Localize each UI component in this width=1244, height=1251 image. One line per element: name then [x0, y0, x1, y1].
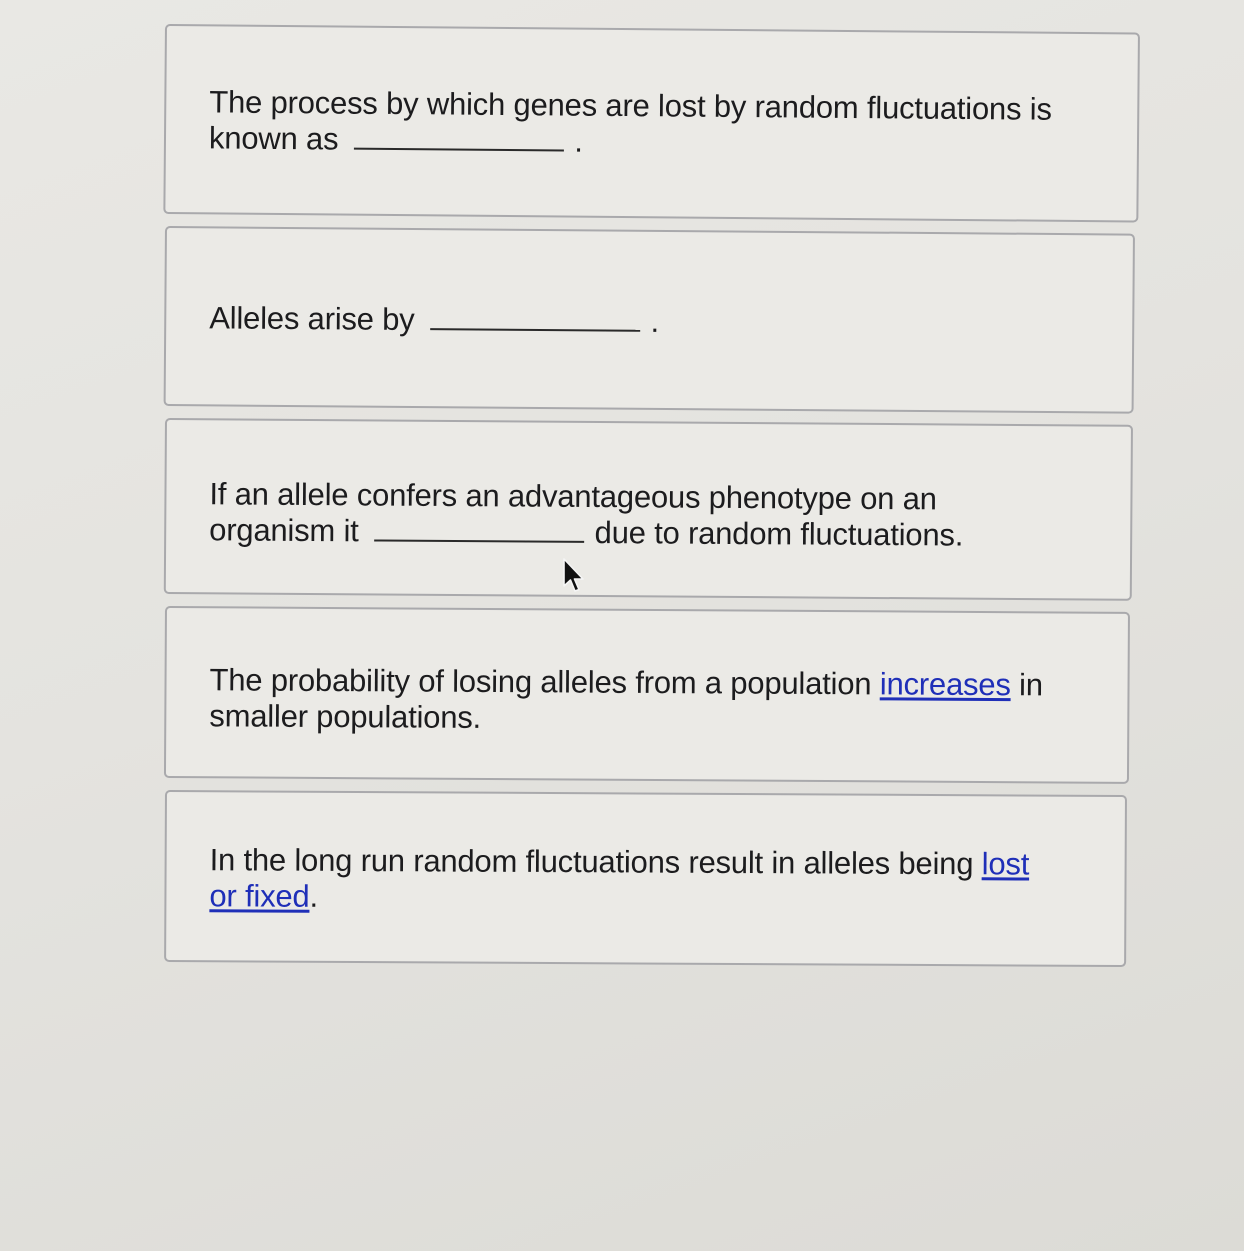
answer-blank-1[interactable]	[354, 126, 564, 152]
question-card-3[interactable]	[164, 418, 1133, 601]
question-2-prompt: Alleles arise by	[209, 300, 415, 337]
answer-blank-2[interactable]	[430, 306, 640, 332]
question-card-4[interactable]	[164, 606, 1130, 784]
question-text-3	[209, 420, 1061, 554]
question-3-prompt: If an allele confers an advantageous phenotype on an organism it	[209, 476, 937, 549]
question-5-prompt: In the long run random fluctuations result in alleles being	[209, 842, 974, 882]
answer-link-increases[interactable]: increases	[879, 666, 1011, 703]
question-3-suffix: due to random fluctuations.	[594, 515, 964, 553]
question-1-prompt: The process by which genes are lost by random fluctuations is known as	[208, 84, 1052, 157]
question-card-5[interactable]	[164, 790, 1127, 967]
question-card-1[interactable]	[163, 24, 1140, 223]
question-list	[165, 24, 1140, 974]
question-text-5	[209, 792, 1055, 918]
answer-blank-3[interactable]	[375, 517, 585, 542]
question-text-2	[209, 228, 1063, 343]
mouse-pointer-icon	[562, 558, 588, 596]
answer-link-lost-or-fixed[interactable]: lost or fixed	[209, 846, 1030, 914]
question-text-4	[209, 608, 1058, 739]
question-4-suffix: in smaller populations.	[209, 667, 1043, 735]
question-1-suffix: .	[574, 123, 583, 159]
question-text-1	[209, 26, 1068, 163]
question-5-suffix: .	[309, 878, 319, 914]
question-card-2[interactable]	[164, 226, 1135, 414]
question-4-prompt: The probability of losing alleles from a population	[209, 662, 872, 702]
question-2-suffix: .	[650, 303, 660, 339]
